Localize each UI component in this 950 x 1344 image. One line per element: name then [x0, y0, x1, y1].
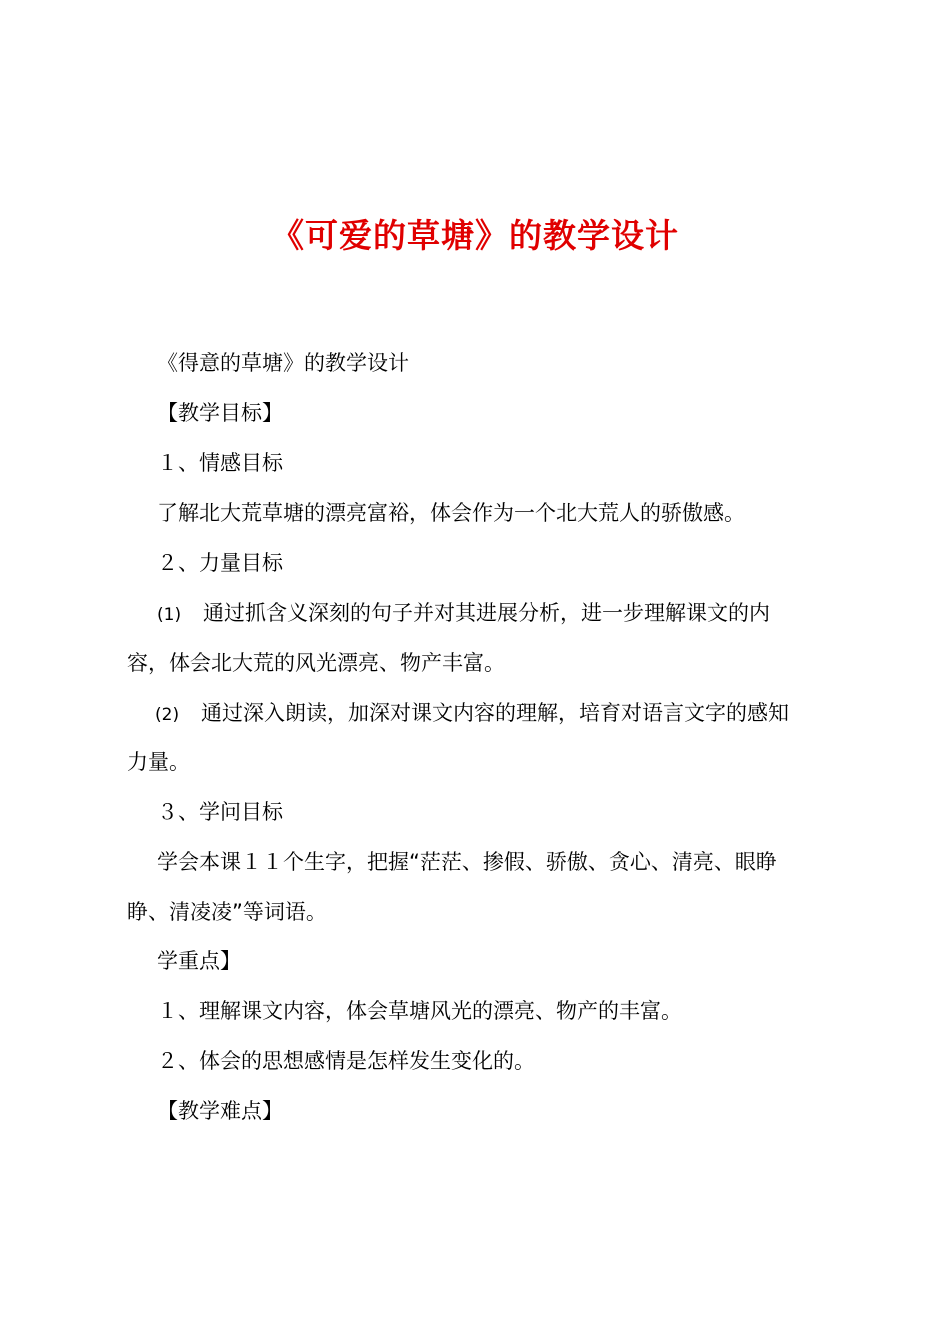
key-point-1: １、理解课文内容，体会草塘风光的漂亮、物产的丰富。: [157, 999, 682, 1023]
item-text: 通过深入朗读，加深对课文内容的理解，培育对语言文字的感知: [201, 701, 789, 725]
objective-1-text: 了解北大荒草塘的漂亮富裕，体会作为一个北大荒人的骄傲感。: [157, 501, 745, 525]
objective-2-item-2-line-2: 力量。: [127, 750, 190, 774]
objective-2-item-1-line-1: [157, 598, 867, 630]
item-text: 通过抓含义深刻的句子并对其进展分析，进一步理解课文的内: [203, 601, 770, 625]
objective-3-text-line-1: 学会本课１１个生字，把握“茫茫、掺假、骄傲、贪心、清亮、眼睁: [157, 850, 777, 874]
objective-2-item-1-line-2: 容，体会北大荒的风光漂亮、物产丰富。: [127, 651, 505, 675]
objective-3-text-line-2: 睁、清凌凌”等词语。: [127, 900, 327, 924]
section-heading-objectives: 【教学目标】: [157, 401, 283, 425]
objective-2-heading: ２、力量目标: [157, 551, 283, 575]
item-number: (1): [157, 605, 182, 625]
item-number: (2): [155, 705, 180, 725]
objective-2-item-2-line-1: [155, 698, 865, 730]
key-point-2: ２、体会的思想感情是怎样发生变化的。: [157, 1049, 535, 1073]
document-title: 《可爱的草塘》的教学设计: [271, 216, 679, 255]
section-heading-key-points: 学重点】: [157, 949, 241, 973]
objective-3-heading: ３、学问目标: [157, 800, 283, 824]
objective-1-heading: １、情感目标: [157, 451, 283, 475]
subtitle: 《得意的草塘》的教学设计: [157, 351, 409, 375]
section-heading-difficulty: 【教学难点】: [157, 1099, 283, 1123]
